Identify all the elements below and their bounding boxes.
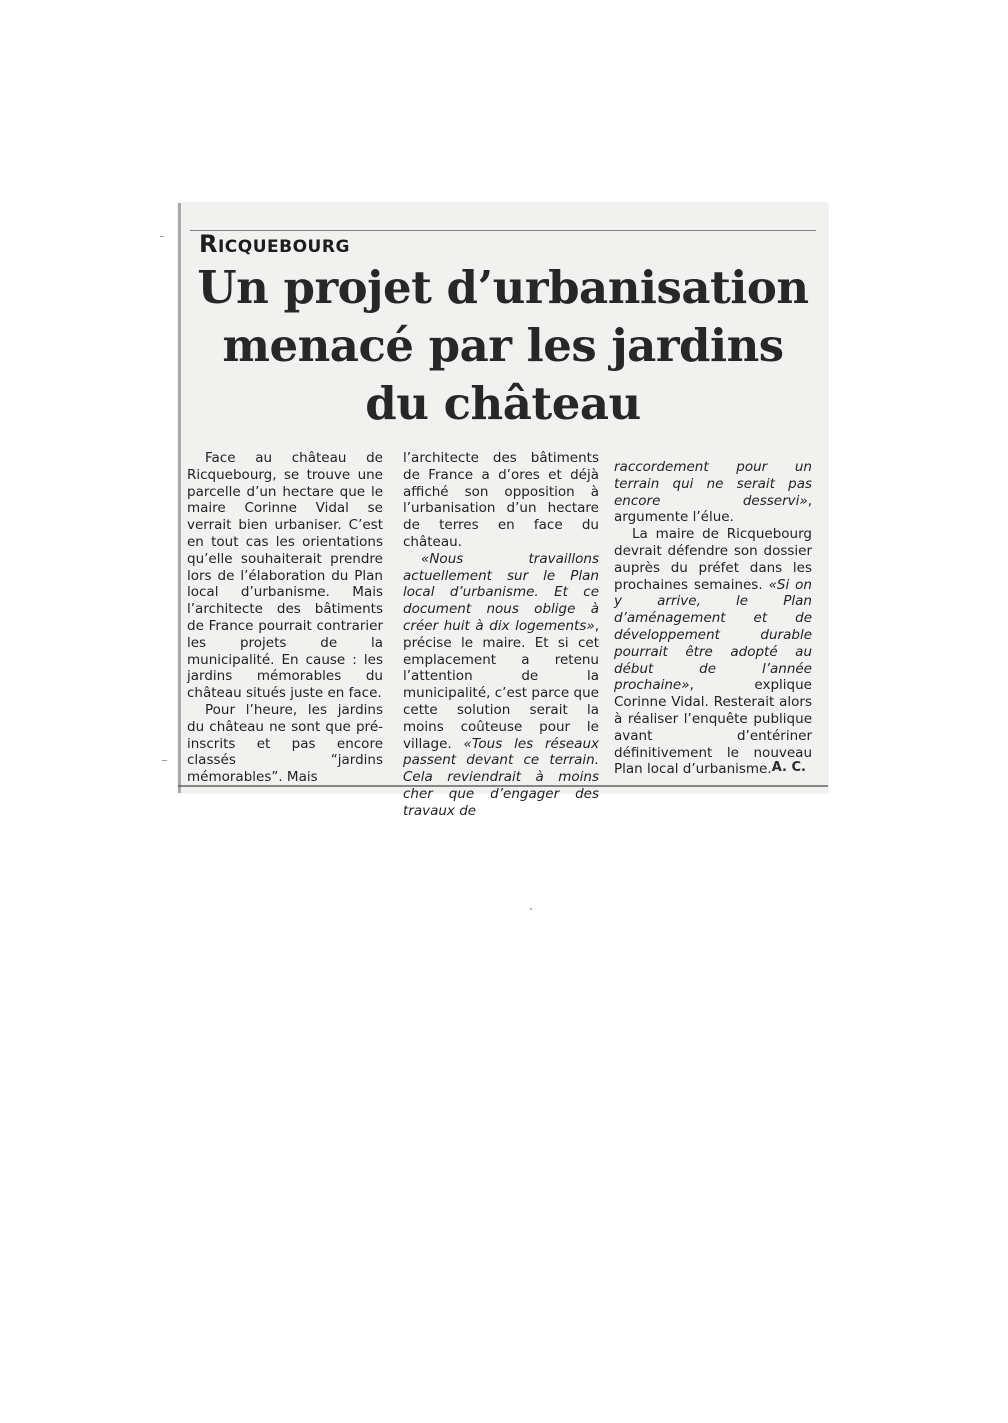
- scan-mark: [160, 236, 164, 237]
- column-2-quote-1: «Nous travaillons actuellement sur le Plan local d’urbanisme. Et ce document nous oblige à créer huit à dix logements»: [403, 550, 599, 634]
- newspaper-clipping: [178, 203, 828, 819]
- column-2-paragraph-1: l’architecte des bâtiments de France a d’ores et déjà affiché son opposition à l’urbanisation d’un hectare de terres en face du château.: [403, 450, 599, 550]
- column-3-paragraph-1: [614, 459, 812, 526]
- column-3-paragraph-2: [614, 526, 812, 778]
- column-2-paragraph-2: [403, 551, 599, 820]
- column-3-text-3: , explique Corinne Vidal. Resterait alors à réaliser l’enquête publique avant d’entériner définitivement le nouveau Plan local d’urbanisme.: [614, 677, 812, 778]
- scan-speck: [530, 908, 532, 910]
- author-signature: A. C.: [771, 760, 806, 775]
- column-3-text-2: La maire de Ricquebourg devrait défendre son dossier auprès du préfet dans les prochaines semaines.: [614, 526, 812, 593]
- column-1-paragraph-2: Pour l’heure, les jardins du château ne sont que pré-inscrits et pas encore classés “jardins mémorables”. Mais: [187, 701, 383, 786]
- column-3-quote-2: «Si on y arrive, le Plan d’aménagement et de développement durable pourrait être adopté au début de l’année prochaine»: [614, 576, 812, 694]
- article-column-2: [403, 450, 599, 820]
- column-3-text-1: , argumente l’élue.: [614, 492, 812, 526]
- scan-mark: [162, 760, 167, 761]
- section-rubric: Ricquebourg: [199, 230, 350, 258]
- column-2-quote-2: «Tous les réseaux passent devant ce terrain. Cela reviendrait à moins cher que d’engager des travaux de: [403, 735, 599, 819]
- article-column-3: [614, 459, 812, 778]
- column-1-paragraph-1: Face au château de Ricquebourg, se trouve une parcelle d’un hectare que le maire Corinne Vidal se verrait bien urbaniser. C’est en tout cas les orientations qu’elle souhaiterait prendre lors de l’élaboration du Plan local d’urbanisme. Mais l’architecte des bâtiments de France pourrait contrarier les projets de la municipalité. En cause : les jardins mémorables du château situés juste en face.: [187, 450, 383, 702]
- article-headline: Un projet d’urbanisation menacé par les jardins du château: [197, 261, 809, 430]
- clipping-left-edge: [178, 203, 181, 793]
- article-column-1: [187, 450, 383, 786]
- column-3-quote-1: raccordement pour un terrain qui ne serait pas encore desservi»: [614, 459, 812, 509]
- column-2-text-1: , précise le maire. Et si cet emplacement a retenu l’attention de la municipalité, c’est parce que cette solution serait la moins coûteuse pour le village.: [403, 617, 599, 752]
